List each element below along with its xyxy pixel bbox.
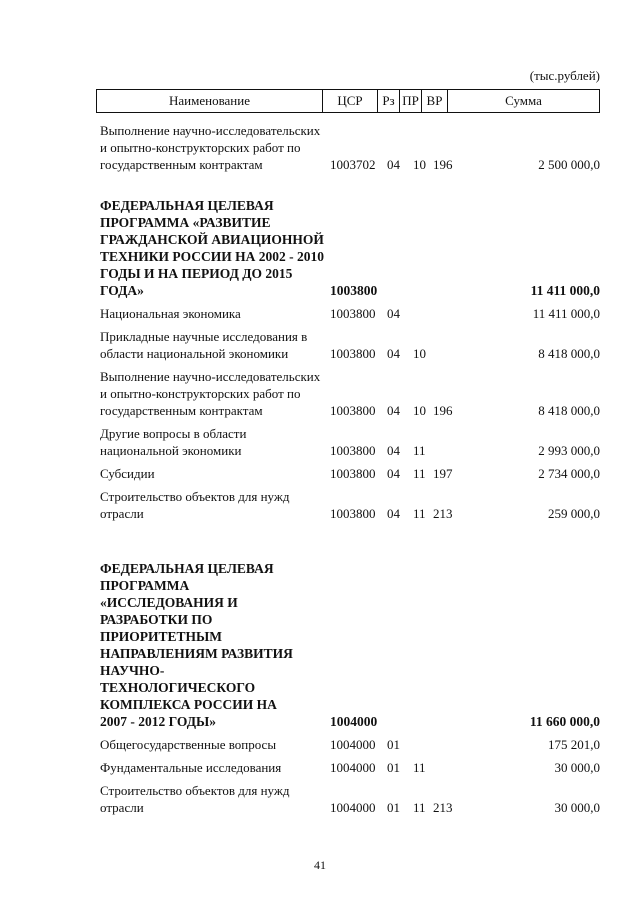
row-name: Национальная экономика [100, 306, 241, 321]
row-pr: 11 [413, 800, 426, 815]
row-csr: 1003800 [330, 306, 376, 321]
table-row-program [100, 560, 600, 730]
row-csr: 1003800 [330, 403, 376, 418]
row-rz: 04 [387, 466, 400, 481]
row-sum: 8 418 000,0 [538, 403, 600, 418]
row-rz: 01 [387, 737, 400, 752]
row-pr: 10 [413, 403, 426, 418]
row-name: Выполнение научно-исследовательских и опытно-конструкторских работ по государственным контрактам [100, 123, 321, 172]
row-name: Строительство объектов для нужд отрасли [100, 489, 290, 521]
row-sum: 2 993 000,0 [538, 443, 600, 458]
row-pr: 11 [413, 506, 426, 521]
row-csr: 1003800 [330, 443, 376, 458]
header-pr: ПР [400, 90, 422, 112]
table-row [100, 488, 600, 522]
row-rz: 04 [387, 443, 400, 458]
header-rz: Рз [378, 90, 400, 112]
table-row-program [100, 197, 600, 299]
row-csr: 1003800 [330, 283, 378, 298]
row-sum: 11 660 000,0 [529, 714, 600, 729]
row-csr: 1004000 [330, 737, 376, 752]
table-row [100, 736, 600, 753]
row-rz: 01 [387, 760, 400, 775]
row-csr: 1003702 [330, 157, 376, 172]
row-sum: 175 201,0 [548, 737, 600, 752]
budget-table-body [100, 118, 600, 816]
table-row [100, 782, 600, 816]
row-pr: 10 [413, 346, 426, 361]
row-rz: 04 [387, 157, 400, 172]
table-row [100, 122, 600, 173]
row-sum: 30 000,0 [554, 800, 600, 815]
row-name: ФЕДЕРАЛЬНАЯ ЦЕЛЕВАЯ ПРОГРАММА «РАЗВИТИЕ ГРАЖДАНСКОЙ АВИАЦИОННОЙ ТЕХНИКИ РОССИИ НА 2002 - 2010 ГОДЫ И НА ПЕРИОД ДО 2015 ГОДА» [100, 198, 325, 298]
row-name: Субсидии [100, 466, 155, 481]
row-sum: 11 411 000,0 [530, 283, 600, 298]
row-rz: 01 [387, 800, 400, 815]
row-sum: 2 734 000,0 [538, 466, 600, 481]
row-vr: 197 [433, 466, 453, 481]
row-sum: 11 411 000,0 [532, 306, 600, 321]
row-vr: 213 [433, 800, 453, 815]
table-row [100, 425, 600, 459]
header-name: Наименование [97, 90, 323, 112]
row-rz: 04 [387, 346, 400, 361]
table-header [96, 89, 600, 113]
units-label: (тыс.рублей) [529, 68, 600, 83]
row-rz: 04 [387, 403, 400, 418]
row-rz: 04 [387, 506, 400, 521]
row-sum: 2 500 000,0 [538, 157, 600, 172]
row-name: Фундаментальные исследования [100, 760, 282, 775]
row-name: Выполнение научно-исследовательских и опытно-конструкторских работ по государственным контрактам [100, 369, 321, 418]
row-pr: 11 [413, 443, 426, 458]
row-pr: 10 [413, 157, 426, 172]
row-name: ФЕДЕРАЛЬНАЯ ЦЕЛЕВАЯ ПРОГРАММА «ИССЛЕДОВАНИЯ И РАЗРАБОТКИ ПО ПРИОРИТЕТНЫМ НАПРАВЛЕНИЯМ РАЗВИТИЯ НАУЧНО-ТЕХНОЛОГИЧЕСКОГО КОМПЛЕКСА РОССИИ НА 2007 - 2012 ГОДЫ» [100, 561, 293, 729]
header-csr: ЦСР [323, 90, 378, 112]
table-row [100, 305, 600, 322]
row-name: Прикладные научные исследования в области национальной экономики [100, 329, 308, 361]
row-sum: 30 000,0 [554, 760, 600, 775]
row-csr: 1003800 [330, 506, 376, 521]
header-sum: Сумма [505, 93, 542, 108]
row-csr: 1004000 [330, 714, 378, 729]
row-pr: 11 [413, 466, 426, 481]
row-vr: 213 [433, 506, 453, 521]
row-csr: 1004000 [330, 800, 376, 815]
row-name: Общегосударственные вопросы [100, 737, 277, 752]
row-sum: 259 000,0 [548, 506, 600, 521]
table-row [100, 759, 600, 776]
row-csr: 1003800 [330, 346, 376, 361]
row-name: Строительство объектов для нужд отрасли [100, 783, 290, 815]
row-name: Другие вопросы в области национальной экономики [100, 426, 247, 458]
header-vr: ВР [422, 90, 448, 112]
row-csr: 1003800 [330, 466, 376, 481]
table-row [100, 368, 600, 419]
table-row [100, 328, 600, 362]
row-vr: 196 [433, 157, 453, 172]
row-rz: 04 [387, 306, 400, 321]
page-number: 41 [314, 858, 326, 872]
table-row [100, 465, 600, 482]
row-pr: 11 [413, 760, 426, 775]
row-vr: 196 [433, 403, 453, 418]
row-csr: 1004000 [330, 760, 376, 775]
row-sum: 8 418 000,0 [538, 346, 600, 361]
